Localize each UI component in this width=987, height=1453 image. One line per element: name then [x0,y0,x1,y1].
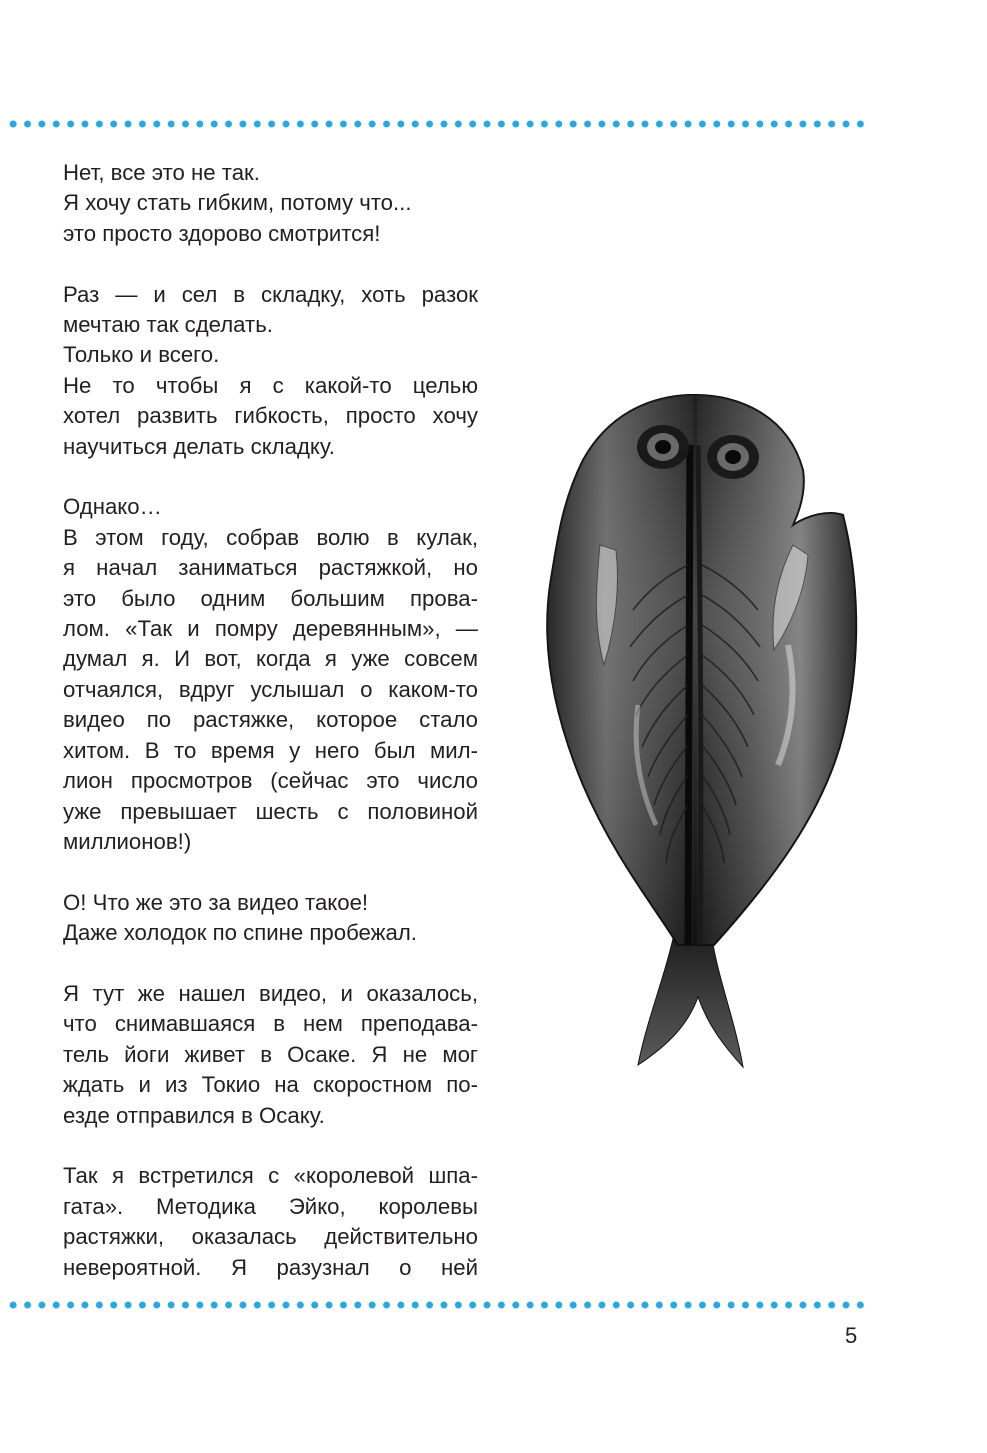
top-dotted-divider [6,118,868,130]
text-line: О! Что же это за видео такое! [63,889,369,915]
text-line: Я хочу стать гибким, потому что... [63,190,412,216]
page-number: 5 [845,1323,858,1348]
text-line: Даже холодок по спине пробежал. [63,920,417,946]
dried-fish-illustration [538,385,868,1070]
text-line: Нет, все это не так. [63,160,260,185]
text-line: я начал заниматься растяжкой, но [63,555,478,581]
text-line: Я тут же нашел видео, и оказалось, [63,980,478,1006]
body-text [63,158,478,1283]
text-line: Однако… [63,494,162,520]
fish-eye-right [707,435,759,479]
text-line: научиться делать складку. [63,433,335,459]
text-line: Только и всего. [63,342,220,368]
text-line: растяжки, оказалась действительно [63,1224,478,1250]
paragraph-5 [63,979,478,1131]
paragraph-6 [63,1161,478,1283]
text-line: хотел развить гибкость, просто хочу [63,403,478,429]
paragraph-3 [63,492,478,857]
fish-spine [688,445,690,945]
text-line: лом. «Так и помру деревянным», — [63,616,478,642]
fish-eye-left [637,425,689,469]
text-line: думал я. И вот, когда я уже совсем [63,646,478,672]
text-line: тель йоги живет в Осаке. Я не мог [63,1041,478,1067]
text-line: что снимавшаяся в нем преподава- [63,1011,478,1037]
text-line: хитом. В то время у него был мил- [63,737,478,763]
text-line: миллионов!) [63,828,192,854]
text-line: это было одним большим прова- [63,585,478,611]
paragraph-2 [63,280,478,462]
text-line: Не то чтобы я с какой-то целью [63,372,478,398]
text-line: ждать и из Токио на скоростном по- [63,1072,478,1098]
text-line: езде отправился в Осаку. [63,1102,325,1128]
text-line: уже превышает шесть с половиной [63,798,478,824]
fish-tail [638,925,743,1067]
text-line: отчаялся, вдруг услышал о каком-то [63,676,478,702]
text-line: невероятной. Я разузнал о ней [63,1254,478,1280]
paragraph-4 [63,888,478,949]
text-line: лион просмотров (сейчас это число [63,768,478,794]
text-line: В этом году, собрав волю в кулак, [63,524,478,550]
text-line: это просто здорово смотрится! [63,220,381,246]
text-line: мечтаю так сделать. [63,312,273,338]
text-line: Раз — и сел в складку, хоть разок [63,281,478,307]
bottom-dotted-divider [6,1299,868,1311]
text-line: Так я встретился с «королевой шпа- [63,1163,478,1189]
text-line: гата». Методика Эйко, королевы [63,1193,478,1219]
text-line: видео по растяжке, которое стало [63,707,478,733]
paragraph-1 [63,158,478,249]
